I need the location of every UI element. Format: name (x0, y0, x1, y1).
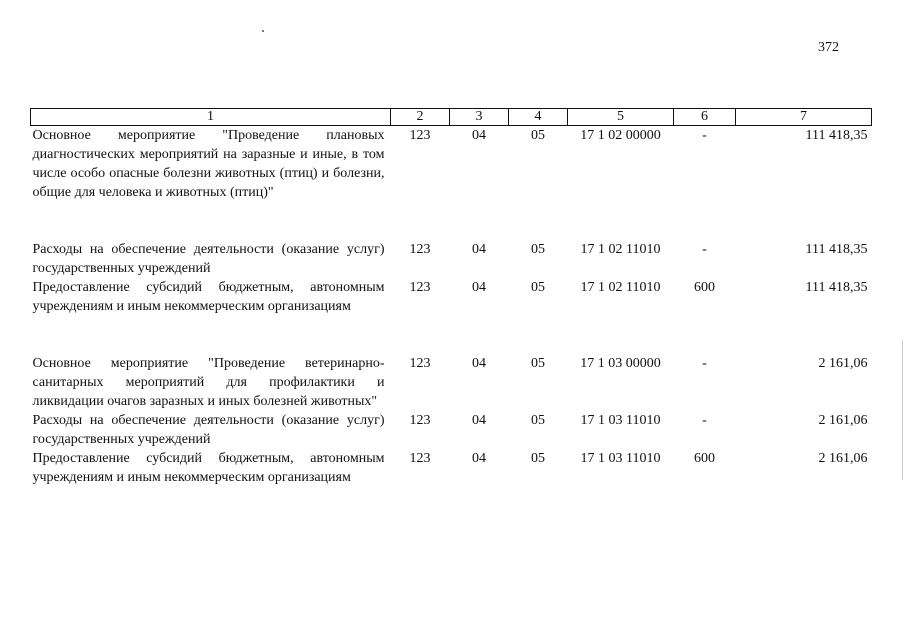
table-row (31, 240, 872, 278)
row-expense-type: - (702, 242, 707, 257)
table-row (31, 411, 872, 449)
budget-table (30, 108, 872, 487)
row-expense-type: - (702, 413, 707, 428)
row-target-article: 17 1 02 11010 (580, 242, 661, 257)
row-section: 04 (472, 451, 486, 466)
row-section: 04 (472, 413, 486, 428)
row-subsection: 05 (531, 413, 545, 428)
row-amount: 111 418,35 (805, 242, 868, 257)
row-name: Расходы на обеспечение деятельности (оказание услуг) государственных учреждений (32, 413, 385, 447)
row-subsection: 05 (531, 128, 545, 143)
row-target-article: 17 1 03 11010 (580, 413, 661, 428)
row-amount: 111 418,35 (805, 128, 868, 143)
row-subsection: 05 (531, 280, 545, 295)
header-cell: 7 (736, 109, 872, 126)
row-target-article: 17 1 02 00000 (580, 128, 661, 143)
row-target-article: 17 1 02 11010 (580, 280, 661, 295)
row-code-admin: 123 (409, 242, 431, 257)
header-cell: 3 (450, 109, 509, 126)
row-expense-type: - (702, 356, 707, 371)
row-target-article: 17 1 03 00000 (580, 356, 661, 371)
row-amount: 2 161,06 (818, 451, 868, 466)
row-amount: 111 418,35 (805, 280, 868, 295)
page-number: 372 (818, 40, 839, 55)
header-cell: 4 (509, 109, 568, 126)
header-cell: 6 (674, 109, 736, 126)
row-expense-type: 600 (694, 451, 715, 466)
row-code-admin: 123 (409, 356, 431, 371)
table-row (31, 449, 872, 487)
header-row (31, 109, 872, 126)
row-target-article: 17 1 03 11010 (580, 451, 661, 466)
table-row (31, 354, 872, 411)
table-row (31, 126, 872, 241)
row-section: 04 (472, 356, 486, 371)
header-cell: 5 (568, 109, 674, 126)
row-name: Предоставление субсидий бюджетным, автономным учреждениям и иным некоммерческим организациям (32, 280, 385, 314)
row-section: 04 (472, 128, 486, 143)
row-amount: 2 161,06 (818, 356, 868, 371)
row-expense-type: 600 (694, 280, 715, 295)
row-subsection: 05 (531, 451, 545, 466)
row-section: 04 (472, 280, 486, 295)
scan-speck (262, 30, 264, 32)
header-cell: 1 (31, 109, 391, 126)
row-section: 04 (472, 242, 486, 257)
row-amount: 2 161,06 (818, 413, 868, 428)
header-cell: 2 (391, 109, 450, 126)
row-code-admin: 123 (409, 280, 431, 295)
row-name: Предоставление субсидий бюджетным, автономным учреждениям и иным некоммерческим организациям (32, 451, 385, 485)
row-name: Расходы на обеспечение деятельности (оказание услуг) государственных учреждений (32, 242, 385, 276)
scan-edge-line (902, 340, 903, 480)
row-subsection: 05 (531, 242, 545, 257)
row-name: Основное мероприятие "Проведение плановых диагностических мероприятий на заразные и иные, в том числе особо опасные болезни животных (птиц) и болезни, общие для человека и животных (птиц)" (32, 128, 385, 200)
row-code-admin: 123 (409, 413, 431, 428)
row-expense-type: - (702, 128, 707, 143)
row-name: Основное мероприятие "Проведение ветеринарно-санитарных мероприятий для профилактики и ликвидации очагов заразных и иных болезней животных" (32, 356, 385, 409)
row-subsection: 05 (531, 356, 545, 371)
row-code-admin: 123 (409, 451, 431, 466)
table-row (31, 278, 872, 354)
row-code-admin: 123 (409, 128, 431, 143)
